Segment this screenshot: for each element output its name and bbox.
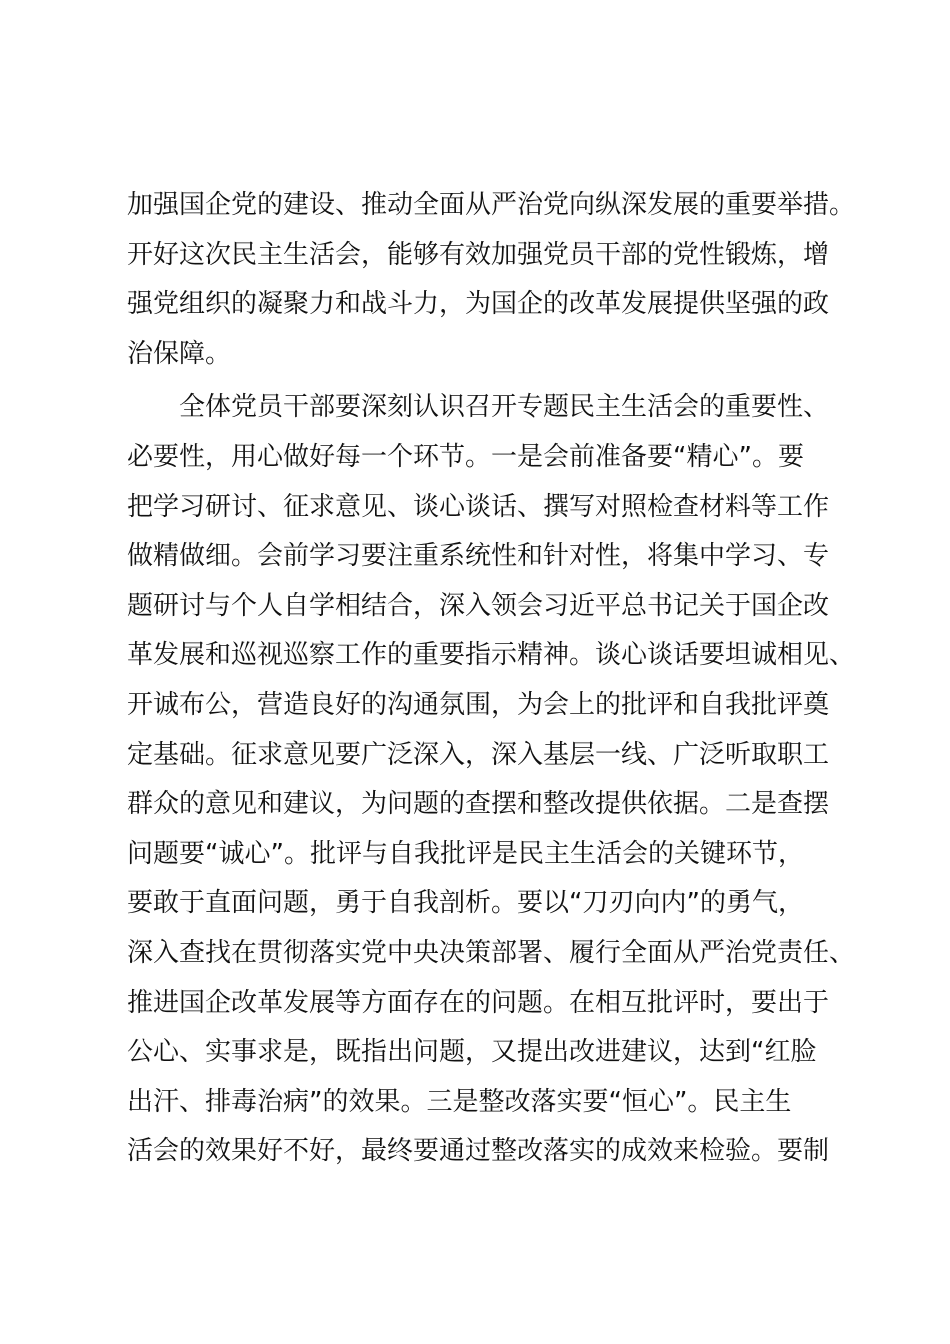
text-line: 群众的意见和建议，为问题的查摆和整改提供依据。二是查摆 [127,789,830,820]
text-line: 必要性，用心做好每一个环节。一是会前准备要“精心”。要 [127,441,804,472]
text-line: 开好这次民主生活会，能够有效加强党员干部的党性锻炼，增 [127,239,830,270]
text-line: 推进国企改革发展等方面存在的问题。在相互批评时，要出于 [127,987,830,1018]
paragraph-1 [127,181,856,379]
text-line: 问题要“诚心”。批评与自我批评是民主生活会的关键环节， [127,838,804,869]
text-line: 开诚布公，营造良好的沟通氛围，为会上的批评和自我批评奠 [127,689,830,720]
text-line: 强党组织的凝聚力和战斗力，为国企的改革发展提供坚强的政 [127,289,830,320]
text-line: 深入查找在贯彻落实党中央决策部署、履行全面从严治党责任、 [127,937,856,968]
text-line: 全体党员干部要深刻认识召开专题民主生活会的重要性、 [127,392,830,423]
text-line: 加强国企党的建设、推动全面从严治党向纵深发展的重要举措。 [127,190,856,220]
text-line: 要敢于直面问题，勇于自我剖析。要以“刀刃向内”的勇气， [127,888,804,919]
text-line: 治保障。 [127,338,232,369]
document-body [127,181,856,1177]
text-line: 把学习研讨、征求意见、谈心谈话、撰写对照检查材料等工作 [127,491,830,522]
text-line: 出汗、排毒治病”的效果。三是整改落实要“恒心”。民主生 [127,1086,792,1117]
text-line: 题研讨与个人自学相结合，深入领会习近平总书记关于国企改 [127,590,830,621]
paragraph-2 [127,383,856,1177]
text-line: 做精做细。会前学习要注重系统性和针对性，将集中学习、专 [127,541,830,572]
text-line: 活会的效果好不好，最终要通过整改落实的成效来检验。要制 [127,1136,830,1167]
text-line: 革发展和巡视巡察工作的重要指示精神。谈心谈话要坦诚相见、 [127,640,856,671]
text-line: 定基础。征求意见要广泛深入，深入基层一线、广泛听取职工 [127,739,830,770]
text-line: 公心、实事求是，既指出问题，又提出改进建议，达到“红脸 [127,1037,817,1068]
